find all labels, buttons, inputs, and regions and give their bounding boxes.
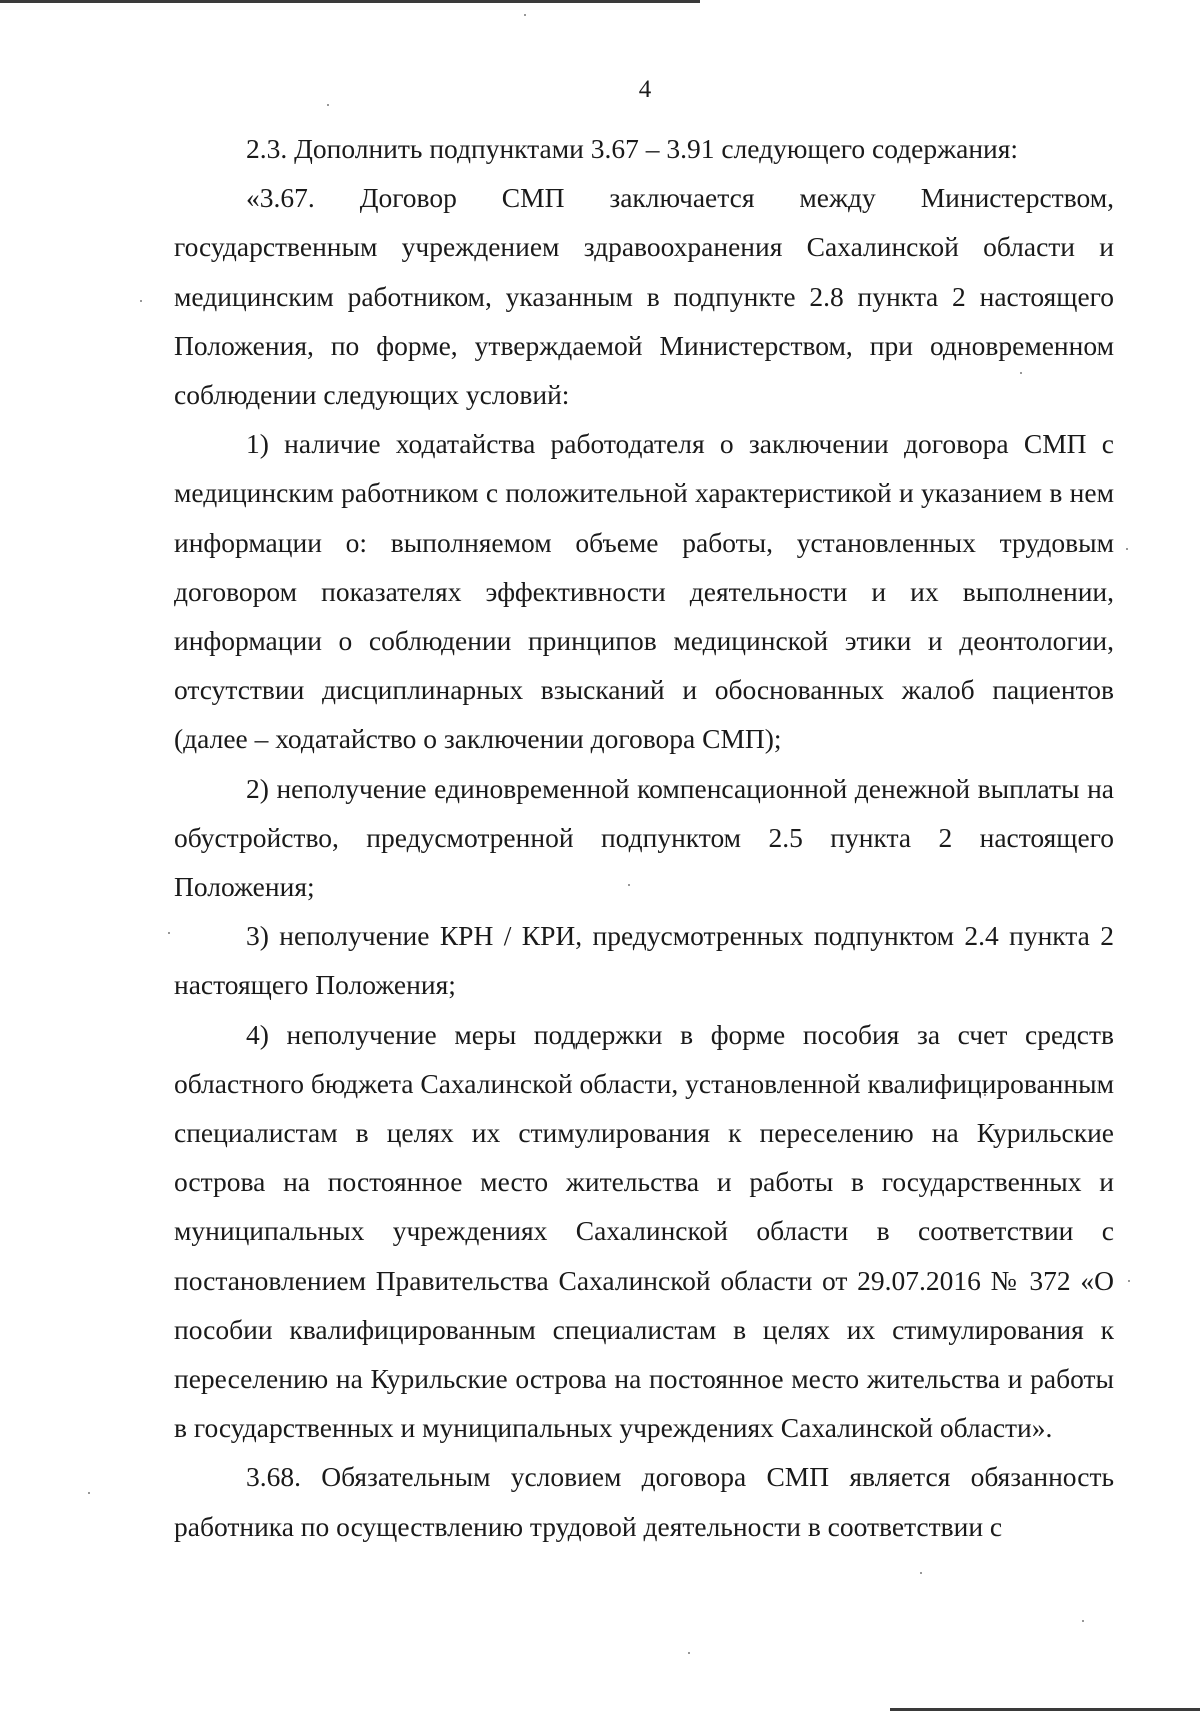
condition-1: 1) наличие ходатайства работодателя о заключении договора СМП с медицинским работником с положительной характеристикой и указанием в нем информации о: выполняемом объеме работы, установленных трудовым договором показателях эффективности деятельности и их выполнении, информации о соблюдении принципов медицинской этики и деонтологии, отсутствии дисциплинарных взысканий и обоснованных жалоб пациентов (далее – ходатайство о заключении договора СМП); <box>174 428 1114 755</box>
page-number: 4 <box>638 76 652 103</box>
scan-speck <box>1126 548 1128 550</box>
document-body <box>174 124 1114 1551</box>
scan-edge-line-bottom <box>890 1708 1200 1711</box>
paragraph-3-67: «3.67. Договор СМП заключается между Министерством, государственным учреждением здравоохранения Сахалинской области и медицинским работником, указанным в подпункте 2.8 пункта 2 настоящего Положения, по форме, утверждаемой Министерством, при одновременном соблюдении следующих условий: <box>174 182 1114 411</box>
condition-2: 2) неполучение единовременной компенсационной денежной выплаты на обустройство, предусмотренной подпунктом 2.5 пункта 2 настоящего Положения; <box>174 772 1114 903</box>
scan-speck <box>1082 1620 1084 1622</box>
scan-speck <box>524 14 526 16</box>
condition-3: 3) неполучение КРН / КРИ, предусмотренных подпунктом 2.4 пункта 2 настоящего Положения; <box>174 920 1114 1001</box>
scan-speck <box>1128 1280 1130 1282</box>
paragraph-2-3: 2.3. Дополнить подпунктами 3.67 – 3.91 следующего содержания: <box>246 133 1019 164</box>
scan-edge-line-top <box>0 0 700 3</box>
condition-4: 4) неполучение меры поддержки в форме пособия за счет средств областного бюджета Сахалинской области, установленной квалифицированным специалистам в целях их стимулирования к переселению на Курильские острова на постоянное место жительства и работы в государственных и муниципальных учреждениях Сахалинской области в соответствии с постановлением Правительства Сахалинской области от 29.07.2016 № 372 «О пособии квалифицированным специалистам в целях их стимулирования к переселению на Курильские острова на постоянное место жительства и работы в государственных и муниципальных учреждениях Сахалинской области». <box>174 1018 1114 1444</box>
scan-speck <box>168 932 170 934</box>
paragraph-3-68: 3.68. Обязательным условием договора СМП является обязанность работника по осуществлению трудовой деятельности в соответствии с <box>174 1461 1114 1542</box>
scan-speck <box>920 1572 922 1574</box>
scan-speck <box>88 1492 90 1494</box>
scan-speck <box>327 104 329 106</box>
scan-speck <box>688 1652 690 1654</box>
scan-speck <box>140 300 142 302</box>
